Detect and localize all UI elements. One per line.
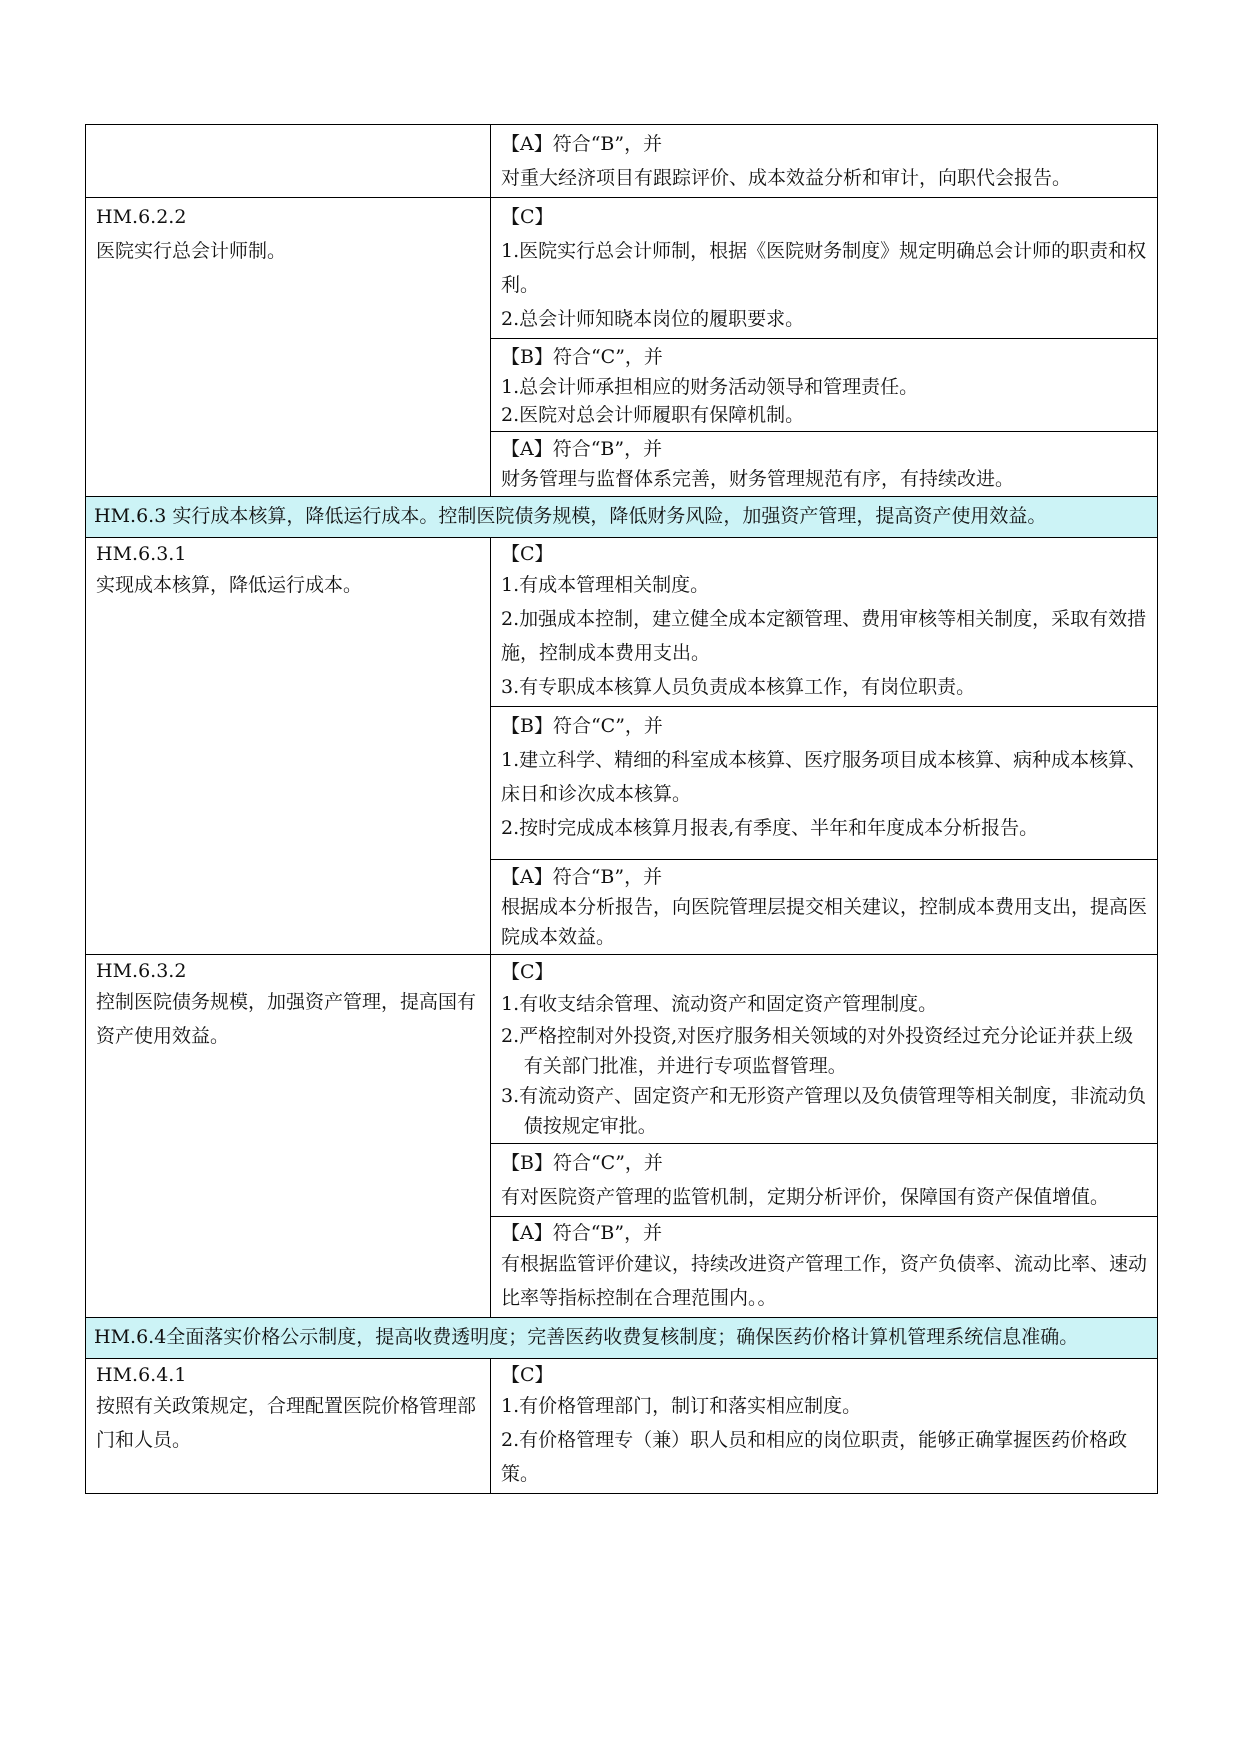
grade-item: 3.有专职成本核算人员负责成本核算工作，有岗位职责。 <box>501 676 976 698</box>
grade-b-cell <box>491 1144 1158 1217</box>
grade-item: 1.有价格管理部门，制订和落实相应制度。 <box>501 1395 862 1417</box>
standard-title: 控制医院债务规模，加强资产管理，提高国有资产使用效益。 <box>96 991 477 1047</box>
grade-label: 【A】符合“B”，并 <box>501 133 663 155</box>
grade-item: 2.严格控制对外投资,对医疗服务相关领域的对外投资经过充分论证并获上级有关部门批准，并进行专项监督管理。 <box>501 1025 1134 1077</box>
standard-title: 实现成本核算，降低运行成本。 <box>96 574 363 596</box>
standard-title: 按照有关政策规定，合理配置医院价格管理部门和人员。 <box>96 1395 477 1451</box>
grade-text: 对重大经济项目有跟踪评价、成本效益分析和审计，向职代会报告。 <box>501 167 1072 189</box>
grade-item: 1.医院实行总会计师制，根据《医院财务制度》规定明确总会计师的职责和权利。 <box>501 240 1147 296</box>
grade-text: 根据成本分析报告，向医院管理层提交相关建议，控制成本费用支出，提高医院成本效益。 <box>501 896 1148 948</box>
table-row <box>86 1359 1158 1494</box>
grade-label: 【C】 <box>501 961 554 983</box>
grade-item: 3.有流动资产、固定资产和无形资产管理以及负债管理等相关制度，非流动负债按规定审批。 <box>501 1085 1147 1137</box>
grade-a-cell <box>491 860 1158 955</box>
grade-item: 2.有价格管理专（兼）职人员和相应的岗位职责，能够正确掌握医药价格政策。 <box>501 1429 1128 1485</box>
grade-a-cell <box>491 432 1158 497</box>
grade-text: 财务管理与监督体系完善，财务管理规范有序，有持续改进。 <box>501 468 1015 490</box>
grade-label: 【C】 <box>501 206 554 228</box>
grade-label: 【A】符合“B”，并 <box>501 438 663 460</box>
grade-label: 【B】符合“C”，并 <box>501 346 663 368</box>
grade-b-cell <box>491 707 1158 860</box>
grade-label: 【A】符合“B”，并 <box>501 1222 663 1244</box>
standard-code: HM.6.2.2 <box>96 206 187 228</box>
section-header-row <box>86 497 1158 538</box>
grade-text: 有对医院资产管理的监管机制，定期分析评价，保障国有资产保值增值。 <box>501 1186 1110 1208</box>
table-row <box>86 955 1158 1144</box>
grade-item: 2.按时完成成本核算月报表,有季度、半年和年度成本分析报告。 <box>501 817 1039 839</box>
grade-item: 1.建立科学、精细的科室成本核算、医疗服务项目成本核算、病种成本核算、床日和诊次成本核算。 <box>501 749 1147 805</box>
standard-cell <box>86 955 491 1318</box>
table-row <box>86 125 1158 198</box>
table-row <box>86 538 1158 707</box>
standard-code: HM.6.3.2 <box>96 960 187 982</box>
grade-c-cell <box>491 198 1158 339</box>
standard-title: 医院实行总会计师制。 <box>96 240 287 262</box>
grade-item: 2.总会计师知晓本岗位的履职要求。 <box>501 308 805 330</box>
grade-c-cell <box>491 1359 1158 1494</box>
grade-c-cell <box>491 955 1158 1144</box>
grade-item: 1.有收支结余管理、流动资产和固定资产管理制度。 <box>501 993 938 1015</box>
standard-cell <box>86 1359 491 1494</box>
grade-label: 【C】 <box>501 1364 554 1386</box>
grade-text: 有根据监管评价建议，持续改进资产管理工作，资产负债率、流动比率、速动比率等指标控制在合理范围内。。 <box>501 1253 1148 1309</box>
grade-a-cell <box>491 125 1158 198</box>
grade-b-cell <box>491 339 1158 432</box>
standard-cell <box>86 198 491 497</box>
section-header-row <box>86 1318 1158 1359</box>
section-heading: HM.6.4全面落实价格公示制度，提高收费透明度；完善医药收费复核制度；确保医药价格计算机管理系统信息准确。 <box>86 1318 1158 1359</box>
grade-label: 【C】 <box>501 543 554 565</box>
standard-code: HM.6.4.1 <box>96 1364 187 1386</box>
standard-cell-empty <box>86 125 491 198</box>
grade-label: 【B】符合“C”，并 <box>501 1152 663 1174</box>
grade-item: 1.有成本管理相关制度。 <box>501 574 710 596</box>
grade-label: 【A】符合“B”，并 <box>501 866 663 888</box>
grade-item: 1.总会计师承担相应的财务活动领导和管理责任。 <box>501 376 919 398</box>
standards-table <box>85 124 1158 1494</box>
section-heading: HM.6.3 实行成本核算，降低运行成本。控制医院债务规模，降低财务风险，加强资产管理，提高资产使用效益。 <box>86 497 1158 538</box>
standard-cell <box>86 538 491 955</box>
grade-item: 2.医院对总会计师履职有保障机制。 <box>501 404 805 426</box>
grade-a-cell <box>491 1217 1158 1318</box>
table-row <box>86 198 1158 339</box>
grade-label: 【B】符合“C”，并 <box>501 715 663 737</box>
standard-code: HM.6.3.1 <box>96 543 187 565</box>
grade-c-cell <box>491 538 1158 707</box>
grade-item: 2.加强成本控制，建立健全成本定额管理、费用审核等相关制度，采取有效措施，控制成本费用支出。 <box>501 608 1147 664</box>
